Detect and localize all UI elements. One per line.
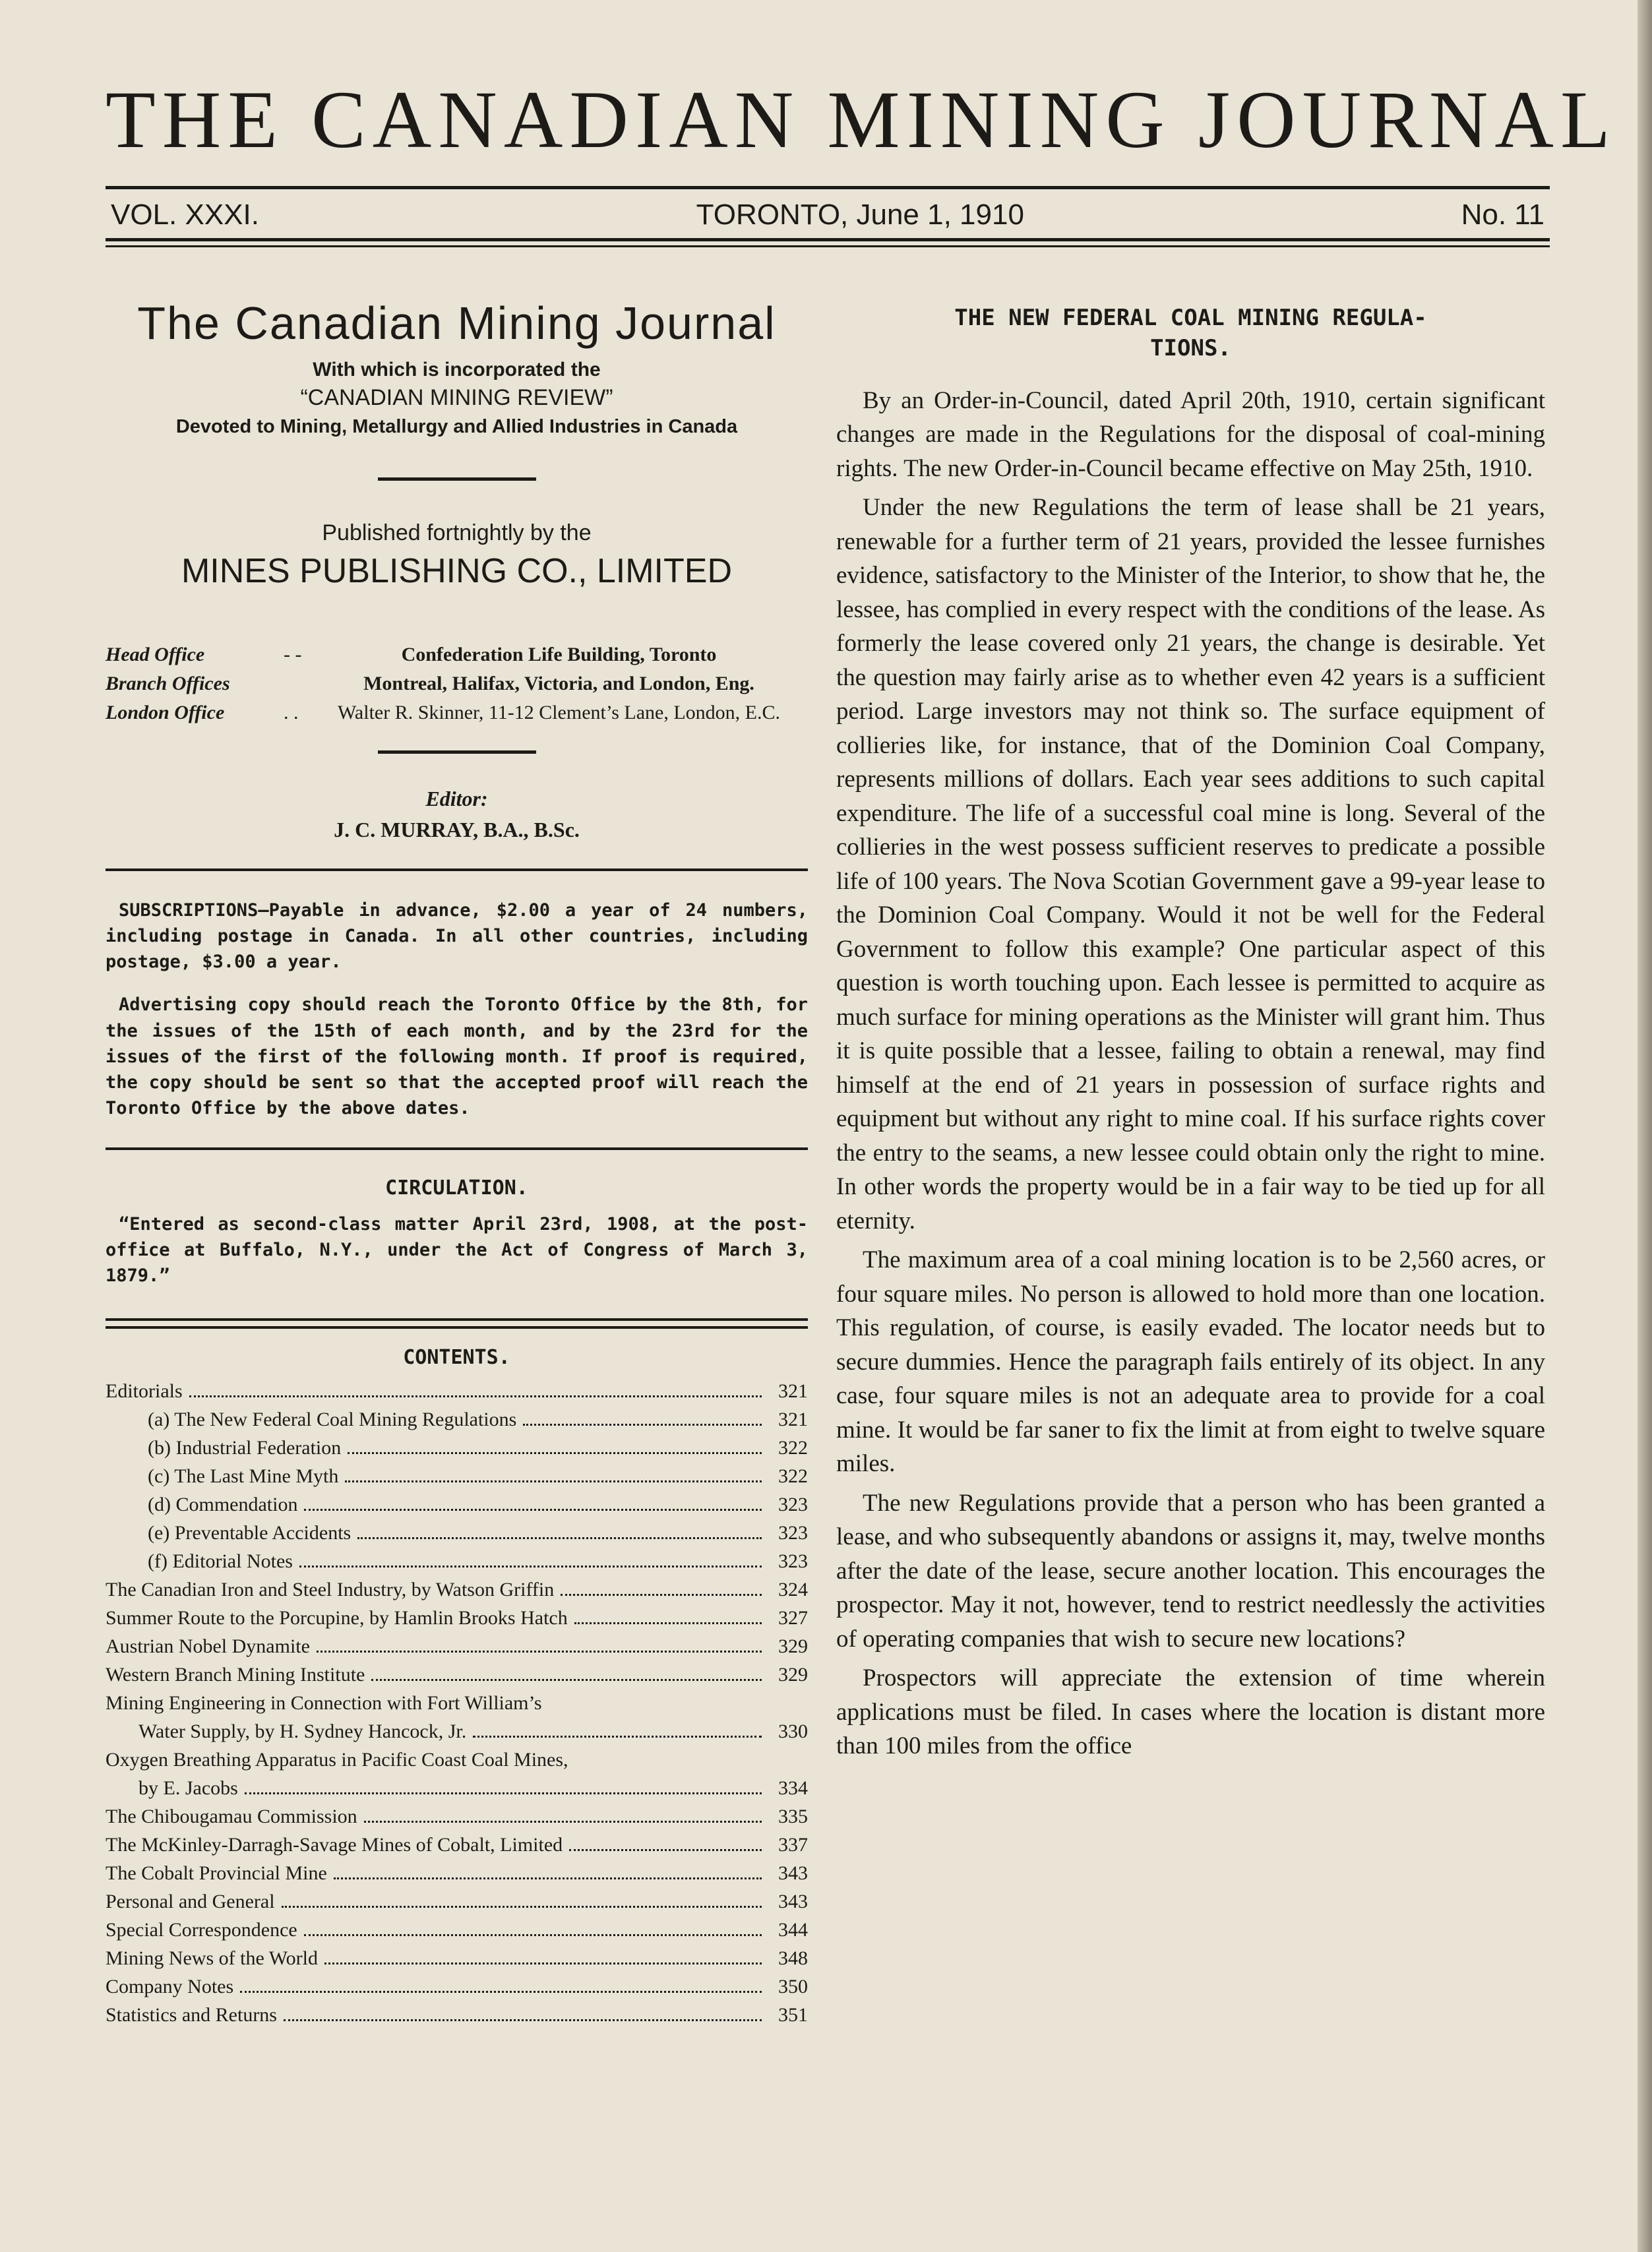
- office-row-head: [106, 644, 808, 666]
- contents-entry: [106, 1831, 808, 1859]
- contents-entry-page: 343: [778, 1890, 808, 1912]
- contents-entry: [106, 1746, 808, 1774]
- contents-entry-title: (b) Industrial Federation: [148, 1436, 342, 1459]
- right-column: [836, 290, 1545, 1769]
- contents-entry-page: 322: [778, 1465, 808, 1487]
- contents-entry: [106, 1575, 808, 1604]
- section-rule: [106, 868, 808, 871]
- table-of-contents: [106, 1377, 808, 2029]
- contents-entry-title: Water Supply, by H. Sydney Hancock, Jr.: [138, 1720, 467, 1742]
- contents-entry-title: (c) The Last Mine Myth: [148, 1465, 339, 1487]
- masthead-rule-bottom: [106, 238, 1550, 241]
- contents-entry-title: The Chibougamau Commission: [106, 1805, 357, 1827]
- article-paragraph: The maximum area of a coal mining location is to be 2,560 acres, or four square miles. No person is allowed to hold more than one location. This regulation, of course, is easily evaded. The locator needs but to secure dummies. Hence the paragraph fails entirely of its object. In any case, four square miles is not an adequate area to provide for a coal mine. It would be far saner to fix the limit at from eight to twelve square miles.: [836, 1246, 1545, 1478]
- office-row-branch: [106, 673, 808, 695]
- editor-label: Editor:: [425, 787, 488, 810]
- contents-entry-page: 329: [778, 1663, 808, 1686]
- contents-entry-page: 335: [778, 1805, 808, 1827]
- subscriptions-notice: SUBSCRIPTIONS—Payable in advance, $2.00 a year of 24 numbers, including postage in Canada. In all other countries, including postage, $3.00 a year.: [106, 900, 808, 973]
- article-paragraph: By an Order-in-Council, dated April 20th, 1910, certain significant changes are made in the Regulations for the disposal of coal-mining rights. The new Order-in-Council became effective on May 25th, 1910.: [836, 386, 1545, 482]
- office-row-london: [106, 702, 808, 724]
- dot-leader: [282, 1906, 762, 1908]
- contents-entry-title: Austrian Nobel Dynamite: [106, 1635, 310, 1657]
- dot-leader: [345, 1480, 762, 1482]
- contents-entry-page: 348: [778, 1947, 808, 1969]
- contents-entry: [106, 1916, 808, 1944]
- offices: [106, 644, 808, 724]
- publication-title: The Canadian Mining Journal: [137, 297, 776, 349]
- contents-entry-page: 329: [778, 1635, 808, 1657]
- office-sep: - -: [284, 644, 302, 665]
- dot-leader: [574, 1622, 762, 1624]
- incorporated-line: With which is incorporated the: [313, 359, 601, 380]
- dot-leader: [569, 1849, 762, 1851]
- dot-leader: [334, 1877, 762, 1879]
- contents-entry-page: 343: [778, 1862, 808, 1884]
- contents-entry: [106, 1717, 808, 1746]
- article-paragraph: Under the new Regulations the term of lease shall be 21 years, renewable for a further term of 21 years, provided the lessee furnishes evidence, satisfactory to the Minister of the Interior, to show that he, the lessee, has complied in every respect with the conditions of the lease. As formerly the lease covered only 21 years, the change is desirable. Yet the question may fairly arise as to whether even 42 years is a sufficient period. Large investors may not think so. The surface equipment of collieries like, for instance, that of the Dominion Coal Company, represents millions of dollars. Each year sees additions to such capital expenditure. The life of a successful coal mine is long. Several of the collieries in the west possess sufficient reserves to predicate a possible life of 100 years. The Nova Scotian Government gave a 99-year lease to the Dominion Coal Company. Would it not be well for the Federal Government to follow this example? One particular aspect of this question is worth touching upon. Each lessee is permitted to acquire as much surface for mining operations as the Minister will grant him. Thus it is quite possible that a lessee, failing to obtain a renewal, may find himself at the end of 21 years in possession of surface rights and equipment but without any right to mine coal. If his surface rights cover the entry to the seams, a new lessee could obtain only the right to mine. In other words the property would be in a fair way to be tied up for all eternity.: [836, 494, 1545, 1234]
- office-label: Head Office: [106, 644, 205, 665]
- contents-entry-page: 321: [778, 1380, 808, 1402]
- dot-leader: [317, 1651, 762, 1653]
- journal-title: THE CANADIAN MINING JOURNAL: [106, 75, 1617, 165]
- contents-entry-title: Editorials: [106, 1380, 183, 1402]
- contents-entry-title: (e) Preventable Accidents: [148, 1521, 352, 1544]
- office-sep: . .: [284, 702, 299, 723]
- dot-leader: [299, 1566, 762, 1567]
- published-by: Published fortnightly by the: [322, 520, 592, 545]
- dot-leader: [245, 1792, 762, 1794]
- contents-entry-page: 321: [778, 1408, 808, 1430]
- dot-leader: [284, 2019, 762, 2021]
- contents-entry: [106, 1604, 808, 1632]
- contents-entry: [106, 1972, 808, 2001]
- dateline: TORONTO, June 1, 1910: [696, 198, 1024, 231]
- contents-entry-page: 337: [778, 1833, 808, 1856]
- section-rule: [106, 1147, 808, 1150]
- contents-entry: [106, 1519, 808, 1547]
- volume-label: VOL. XXXI.: [111, 198, 259, 231]
- office-value: Walter R. Skinner, 11-12 Clement’s Lane, London, E.C.: [338, 702, 780, 723]
- dot-leader: [371, 1679, 762, 1681]
- contents-entry: [106, 1405, 808, 1434]
- contents-entry: [106, 1547, 808, 1575]
- contents-entry-page: 334: [778, 1777, 808, 1799]
- contents-entry-title: Company Notes: [106, 1975, 234, 1997]
- contents-entry-title: (a) The New Federal Coal Mining Regulations: [148, 1408, 517, 1430]
- devoted-line: Devoted to Mining, Metallurgy and Allied Industries in Canada: [175, 416, 738, 437]
- contents-entry-title: Personal and General: [106, 1890, 275, 1912]
- contents-entry: [106, 1944, 808, 1972]
- circulation-notice: “Entered as second-class matter April 23rd, 1908, at the post-office at Buffalo, N.Y., under the Act of Congress of March 3, 1879.”: [106, 1214, 808, 1287]
- contents-entry: [106, 1802, 808, 1831]
- contents-entry: [106, 1490, 808, 1519]
- contents-entry-title: by E. Jacobs: [138, 1777, 238, 1799]
- circulation-heading: CIRCULATION.: [385, 1176, 528, 1200]
- dot-leader: [189, 1395, 762, 1397]
- contents-entry: [106, 1632, 808, 1660]
- double-rule: [106, 1318, 808, 1329]
- issue-line: [106, 189, 1550, 238]
- article-title-line: THE NEW FEDERAL COAL MINING REGULA-: [954, 305, 1427, 331]
- masthead-rule-bottom-2: [106, 245, 1550, 247]
- contents-entry-page: 324: [778, 1578, 808, 1600]
- contents-entry-title: Statistics and Returns: [106, 2003, 277, 2026]
- contents-entry-title: The Canadian Iron and Steel Industry, by Watson Griffin: [106, 1578, 555, 1600]
- dot-leader: [240, 1991, 762, 1993]
- contents-entry-page: 322: [778, 1436, 808, 1459]
- contents-entry-page: 330: [778, 1720, 808, 1742]
- contents-entry: [106, 1774, 808, 1802]
- contents-entry-title: Mining Engineering in Connection with Fort William’s: [106, 1691, 542, 1714]
- contents-entry-title: The McKinley-Darragh-Savage Mines of Cobalt, Limited: [106, 1833, 563, 1856]
- contents-entry-title: (d) Commendation: [148, 1493, 298, 1515]
- office-label: London Office: [106, 702, 225, 723]
- dot-leader: [473, 1736, 762, 1738]
- contents-entry: [106, 1377, 808, 1405]
- dot-leader: [324, 1963, 762, 1964]
- article-title: [836, 303, 1545, 364]
- contents-entry-title: Special Correspondence: [106, 1918, 297, 1941]
- office-sep: [284, 673, 310, 695]
- office-label: Branch Offices: [106, 673, 230, 694]
- contents-entry-title: Oxygen Breathing Apparatus in Pacific Coast Coal Mines,: [106, 1748, 568, 1771]
- article-title-line: TIONS.: [1150, 334, 1231, 361]
- contents-entry-title: (f) Editorial Notes: [148, 1550, 293, 1572]
- dot-leader: [357, 1537, 762, 1539]
- contents-entry: [106, 2001, 808, 2029]
- dot-leader: [304, 1509, 762, 1511]
- contents-entry-title: The Cobalt Provincial Mine: [106, 1862, 327, 1884]
- advertising-notice: Advertising copy should reach the Toronto Office by the 8th, for the issues of the 15th of each month, and by the 23rd for the issues of the first of the following month. If proof is required, the copy should be sent so that the accepted proof will reach the Toronto Office by the above dates.: [106, 994, 808, 1118]
- contents-entry-page: 327: [778, 1606, 808, 1629]
- contents-entry-page: 344: [778, 1918, 808, 1941]
- left-column: [106, 290, 808, 2029]
- masthead: [106, 75, 1617, 247]
- office-value: Montreal, Halifax, Victoria, and London, Eng.: [363, 673, 754, 694]
- article-paragraph: The new Regulations provide that a person who has been granted a lease, and who subsequently abandons or assigns it, may, twelve months after the date of the lease, secure another location. This encourages the prospector. May it not, however, tend to restrict needlessly the activities of operating companies that wish to secure new locations?: [836, 1489, 1545, 1653]
- contents-entry-title: Summer Route to the Porcupine, by Hamlin Brooks Hatch: [106, 1606, 568, 1629]
- contents-entry-page: 323: [778, 1493, 808, 1515]
- contents-entry-page: 350: [778, 1975, 808, 1997]
- contents-entry: [106, 1660, 808, 1689]
- article-paragraph: Prospectors will appreciate the extension of time wherein applications must be filed. In cases where the location is distant more than 100 miles from the office: [836, 1664, 1545, 1760]
- contents-heading: CONTENTS.: [403, 1345, 510, 1369]
- contents-entry-page: 351: [778, 2003, 808, 2026]
- contents-entry-page: 323: [778, 1550, 808, 1572]
- issue-number: No. 11: [1461, 198, 1545, 231]
- contents-entry: [106, 1887, 808, 1916]
- divider: [378, 750, 536, 754]
- dot-leader: [364, 1821, 762, 1823]
- contents-entry: [106, 1689, 808, 1717]
- dot-leader: [561, 1594, 762, 1596]
- review-line: “CANADIAN MINING REVIEW”: [300, 385, 613, 410]
- dot-leader: [304, 1934, 762, 1936]
- divider: [378, 477, 536, 481]
- dot-leader: [523, 1424, 762, 1426]
- contents-entry: [106, 1434, 808, 1462]
- office-value: Confederation Life Building, Toronto: [401, 644, 717, 665]
- contents-entry: [106, 1462, 808, 1490]
- contents-entry-title: Mining News of the World: [106, 1947, 319, 1969]
- contents-entry-title: Western Branch Mining Institute: [106, 1663, 365, 1686]
- contents-entry: [106, 1859, 808, 1887]
- editor-name: J. C. MURRAY, B.A., B.Sc.: [334, 818, 580, 841]
- page-edge: [1637, 0, 1652, 2252]
- contents-entry-page: 323: [778, 1521, 808, 1544]
- publisher-name: MINES PUBLISHING CO., LIMITED: [181, 552, 733, 590]
- dot-leader: [348, 1452, 762, 1454]
